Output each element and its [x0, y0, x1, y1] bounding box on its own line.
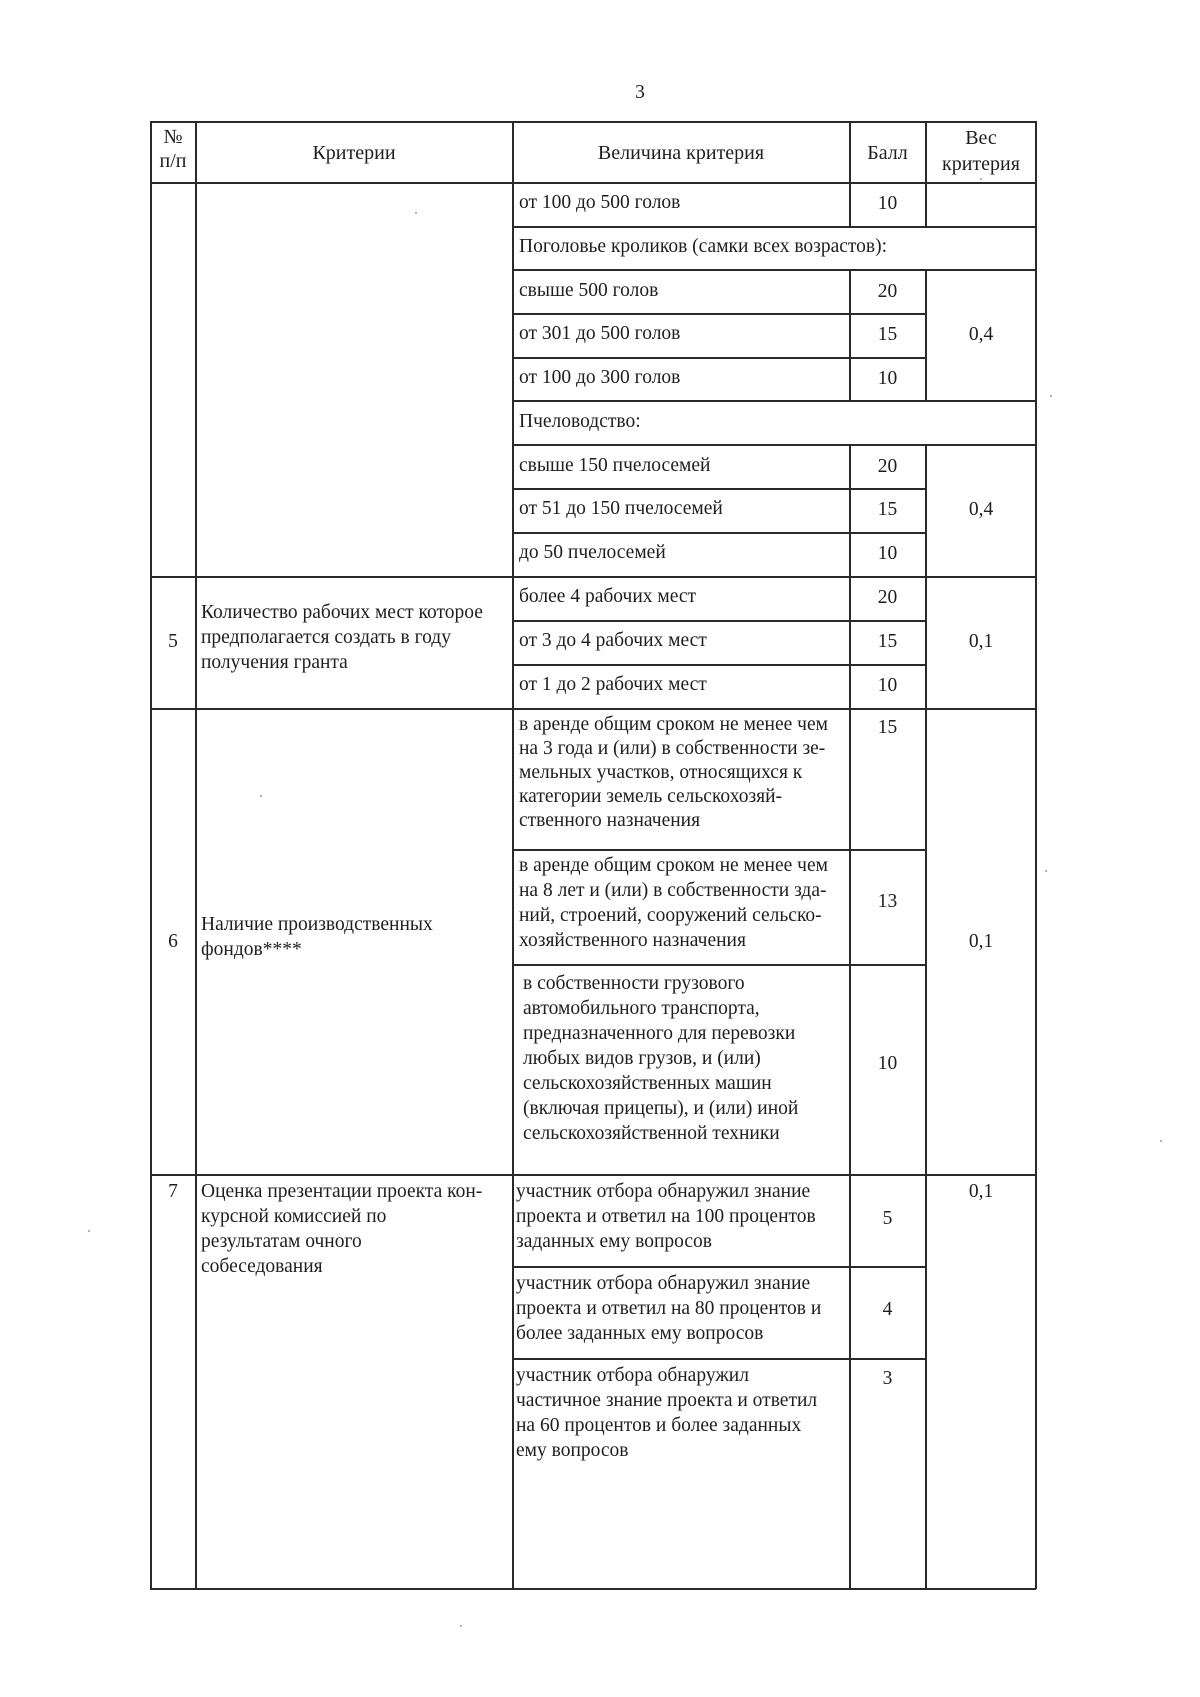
criterion-name: Оценка презентации проекта кон- курсной комиссией по результатам очного собеседования: [201, 1181, 483, 1277]
score-value: 15: [877, 631, 898, 652]
score-value: 10: [877, 543, 898, 564]
scan-speck: [1045, 870, 1047, 872]
row-divider: [512, 532, 926, 534]
criterion-value: от 100 до 300 голов: [519, 367, 681, 388]
criterion-value: участник отбора обнаружил знание проекта и ответил на 100 процентов заданных ему вопросов: [516, 1181, 816, 1252]
criteria-table: [150, 121, 1110, 1591]
criterion-value: от 301 до 500 голов: [519, 323, 681, 344]
header-score: Балл: [867, 142, 908, 164]
criterion-value: в аренде общим сроком не менее чем на 3 года и (или) в собственности зе- мельных участков, относящихся к категории земель сельскохозяй- ственного назначения: [519, 714, 828, 831]
table-border-left: [150, 121, 152, 1589]
header-divider: [150, 182, 1036, 184]
row-divider: [512, 400, 1036, 402]
table-border-top: [150, 121, 1036, 123]
score-value: 15: [877, 717, 898, 738]
score-value: 10: [877, 675, 898, 696]
criterion-value: свыше 500 голов: [519, 280, 659, 301]
criterion-weight: 0,4: [968, 324, 994, 345]
scan-speck: [88, 1230, 90, 1232]
header-weight: Вес критерия: [942, 127, 1020, 175]
criterion-subheading: Поголовье кроликов (самки всех возрастов):: [519, 236, 888, 257]
criterion-value: в собственности грузового автомобильного транспорта, предназначенного для перевозки любых видов грузов, и (или) сельскохозяйственных машин (включая прицепы), и (или) иной сельскохозяйственной техники: [523, 973, 799, 1144]
criterion-value: в аренде общим сроком не менее чем на 8 лет и (или) в собственности зда- ний, строений, сооружений сельско- хозяйственного назначения: [519, 855, 828, 951]
criterion-value: от 1 до 2 рабочих мест: [519, 674, 707, 695]
score-value: 4: [882, 1299, 893, 1320]
page-number: 3: [635, 82, 645, 103]
row-divider: [512, 313, 926, 315]
row-number: 5: [168, 631, 178, 652]
criterion-weight: 0,4: [968, 499, 994, 520]
header-number: № п/п: [159, 126, 187, 172]
criterion-subheading: Пчеловодство:: [519, 411, 641, 432]
row-divider: [512, 620, 926, 622]
row-divider: [512, 1266, 926, 1268]
scan-speck: [980, 178, 982, 180]
row-number: 6: [168, 931, 178, 952]
criterion-weight: 0,1: [968, 1181, 994, 1202]
criterion-value: свыше 150 пчелосемей: [519, 455, 711, 476]
column-divider: [195, 121, 197, 1589]
row-divider: [512, 1358, 926, 1360]
score-value: 20: [877, 281, 898, 302]
criterion-value: до 50 пчелосемей: [519, 542, 666, 563]
score-value: 15: [877, 499, 898, 520]
row-divider: [512, 226, 1036, 228]
row-divider: [512, 849, 926, 851]
score-value: 15: [877, 324, 898, 345]
score-value: 10: [877, 1053, 898, 1074]
group-divider: [150, 1174, 1036, 1176]
criterion-name: Наличие производственных фондов****: [201, 914, 433, 960]
score-value: 10: [877, 193, 898, 214]
group-divider: [150, 708, 1036, 710]
criterion-value: от 3 до 4 рабочих мест: [519, 630, 707, 651]
group-divider: [150, 576, 1036, 578]
column-divider: [849, 444, 851, 1589]
score-value: 5: [882, 1208, 893, 1229]
header-criteria: Критерии: [312, 142, 396, 164]
criterion-value: участник отбора обнаружил частичное знание проекта и ответил на 60 процентов и более заданных ему вопросов: [516, 1365, 818, 1461]
row-divider: [512, 269, 1036, 271]
row-divider: [512, 488, 926, 490]
column-divider: [925, 444, 927, 1589]
score-value: 20: [877, 456, 898, 477]
row-divider: [512, 964, 926, 966]
row-divider: [512, 444, 1036, 446]
header-value: Величина критерия: [597, 142, 765, 164]
criterion-weight: 0,1: [968, 631, 994, 652]
criterion-name: Количество рабочих мест которое предполагается создать в году получения гранта: [201, 602, 483, 673]
column-divider: [512, 121, 514, 1589]
scan-speck: [415, 212, 417, 214]
scan-speck: [260, 795, 262, 797]
score-value: 3: [882, 1368, 893, 1389]
row-divider: [512, 357, 926, 359]
score-value: 20: [877, 587, 898, 608]
table-border-bottom: [150, 1588, 1036, 1590]
criterion-value: от 100 до 500 голов: [519, 192, 681, 213]
score-value: 13: [877, 891, 898, 912]
criterion-value: более 4 рабочих мест: [519, 586, 697, 607]
scan-speck: [1050, 395, 1052, 397]
row-divider: [512, 664, 926, 666]
criterion-value: участник отбора обнаружил знание проекта и ответил на 80 процентов и более заданных ему вопросов: [516, 1273, 822, 1344]
scan-speck: [460, 1625, 462, 1627]
row-number: 7: [168, 1181, 178, 1202]
scan-speck: [1160, 1140, 1162, 1142]
criterion-value: от 51 до 150 пчелосемей: [519, 498, 723, 519]
criterion-weight: 0,1: [968, 931, 994, 952]
score-value: 10: [877, 368, 898, 389]
